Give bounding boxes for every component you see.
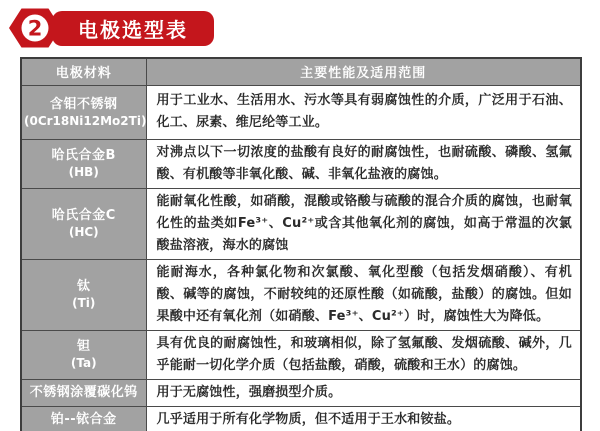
material-cell — [21, 259, 146, 330]
material-cell — [21, 406, 146, 431]
material-name: 铂--铱合金 — [50, 412, 117, 427]
column-header-material: 电极材料 — [21, 58, 146, 85]
material-name: 钽 — [76, 339, 91, 354]
title-banner — [52, 11, 214, 46]
table-header-row — [21, 58, 581, 85]
material-cell — [21, 330, 146, 379]
material-name: 含钼不锈钢 — [49, 96, 118, 112]
page-header — [8, 7, 214, 49]
material-grade: (HC) — [68, 225, 99, 239]
description-cell: 能耐氧化性酸，如硝酸，混酸或铬酸与硫酸的混合介质的腐蚀，也耐氧化性的盐类如Fe³⁺、Cu²⁺或含其他氧化剂的腐蚀，如高于常温的次氯酸盐溶液，海水的腐蚀 — [146, 188, 581, 259]
description-cell: 能耐海水，各种氯化物和次氯酸、氧化型酸（包括发烟硝酸）、有机酸、碱等的腐蚀，不耐较纯的还原性酸（如硫酸，盐酸）的腐蚀。但如果酸中还有氧化剂（如硝酸、Fe³⁺、Cu²⁺）时，腐蚀性大为降低。 — [146, 259, 581, 330]
page-title: 电极选型表 — [78, 17, 188, 42]
hexagon-step-badge-icon — [8, 7, 62, 49]
material-grade: (Ta) — [70, 356, 97, 370]
material-name: 哈氏合金C — [51, 208, 116, 223]
description-cell: 对沸点以下一切浓度的盐酸有良好的耐腐蚀性，也耐硫酸、磷酸、氢氟酸、有机酸等非氧化酸、碱、非氧化盐液的腐蚀。 — [146, 139, 581, 188]
material-cell — [21, 85, 146, 139]
description-cell: 具有优良的耐腐蚀性，和玻璃相似，除了氢氟酸、发烟硫酸、碱外，几乎能耐一切化学介质（包括盐酸，硝酸，硫酸和王水）的腐蚀。 — [146, 330, 581, 379]
table-row — [21, 139, 581, 188]
material-name: 不锈钢涂覆碳化钨 — [29, 385, 138, 400]
table-row — [21, 188, 581, 259]
description-cell: 用于无腐蚀性，强磨损型介质。 — [146, 379, 581, 406]
description-cell: 几乎适用于所有化学物质，但不适用于王水和铵盐。 — [146, 406, 581, 431]
material-grade: (Ti) — [72, 296, 96, 310]
table-row — [21, 85, 581, 139]
material-grade: (0Cr18Ni12Mo2Ti) — [24, 113, 147, 128]
material-name: 哈氏合金B — [51, 148, 116, 163]
material-cell — [21, 379, 146, 406]
material-cell — [21, 188, 146, 259]
material-grade: (HB) — [68, 165, 99, 179]
table-row — [21, 406, 581, 431]
electrode-selection-table — [20, 57, 582, 431]
table-row — [21, 379, 581, 406]
table-row — [21, 330, 581, 379]
material-cell — [21, 139, 146, 188]
column-header-performance: 主要性能及适用范围 — [146, 58, 581, 85]
table-row — [21, 259, 581, 330]
material-name: 钛 — [76, 279, 91, 294]
badge-number: 2 — [27, 16, 43, 41]
description-cell: 用于工业水、生活用水、污水等具有弱腐蚀性的介质，广泛用于石油、化工、尿素、维尼纶等工业。 — [146, 85, 581, 139]
